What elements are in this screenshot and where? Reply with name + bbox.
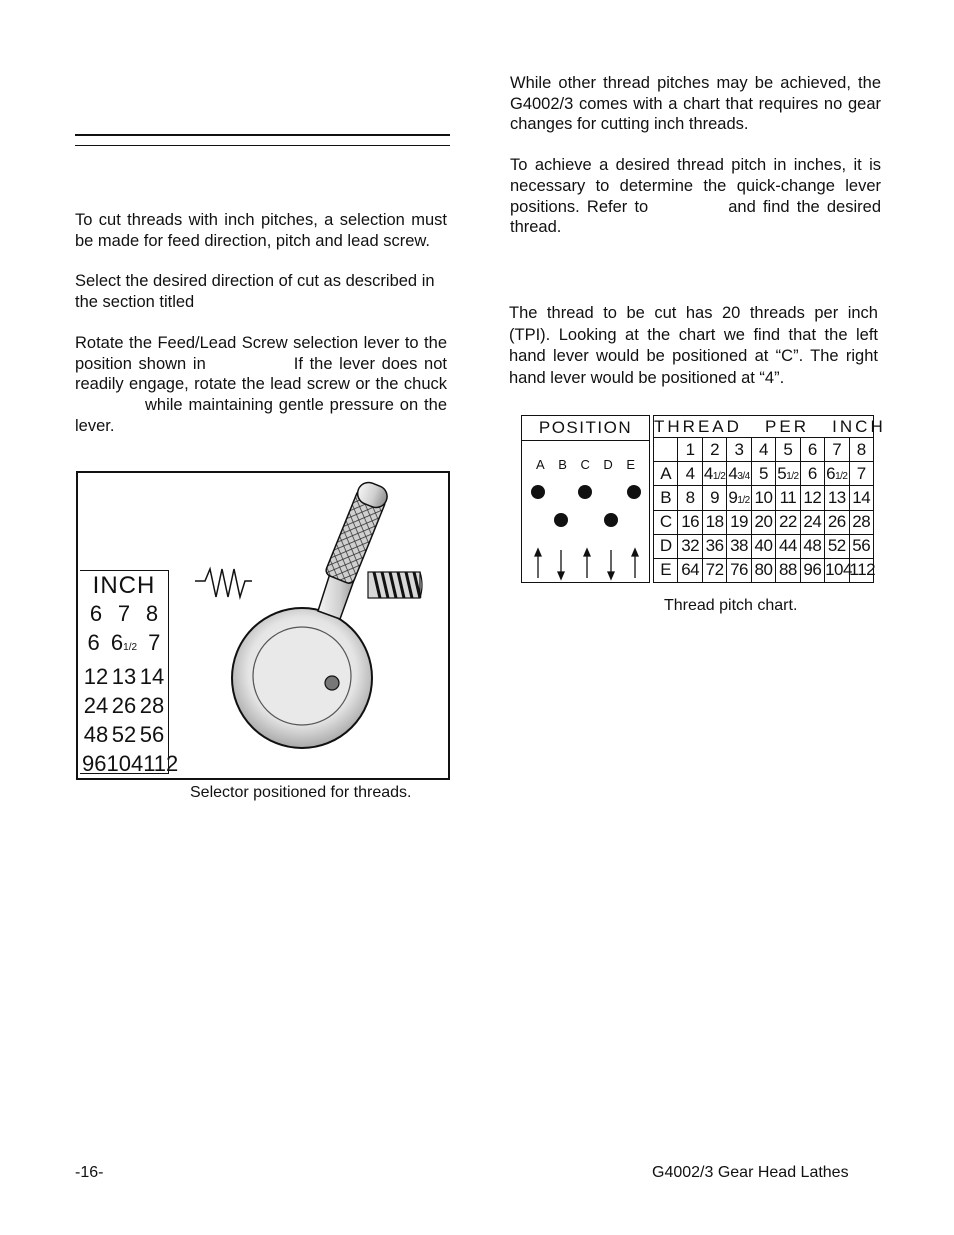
tpi-row-label: D [654, 534, 678, 558]
tpi-cell: 10 [751, 486, 775, 510]
position-letters [522, 457, 649, 472]
inch-plate-value: 56 [139, 722, 165, 747]
tpi-row-label: B [654, 486, 678, 510]
tpi-row [654, 558, 874, 582]
tpi-title: THREAD PER INCH [654, 416, 874, 438]
tpi-corner-cell [654, 438, 678, 462]
footer-title: G4002/3 Gear Head Lathes [652, 1164, 849, 1181]
tpi-cell: 48 [800, 534, 824, 558]
tpi-cell: 44 [776, 534, 800, 558]
tpi-cell: 52 [825, 534, 849, 558]
tpi-cell: 72 [702, 558, 726, 582]
lever-handle [324, 479, 390, 585]
inch-plate-value: 104 [106, 751, 144, 776]
tpi-cell: 41/2 [702, 462, 726, 486]
paragraph-lever-positions: To achieve a desired thread pitch in inches, it is necessary to determine the quick-change lever positions. Refer to and find the desired thread. [510, 156, 881, 237]
tpi-cell: 5 [751, 462, 775, 486]
inch-plate-value: 13 [111, 664, 137, 689]
paragraph-inch-pitches: To cut threads with inch pitches, a selection must be made for feed direction, pitch and lead screw. [75, 211, 447, 250]
inch-plate-value: 24 [83, 693, 109, 718]
figure-caption-chart: Thread pitch chart. [664, 597, 798, 614]
tpi-column-header: 5 [776, 438, 800, 462]
position-panel [521, 415, 650, 583]
position-letter: A [536, 457, 545, 472]
inch-plate-value: 61/2 [110, 630, 138, 655]
tpi-cell: 40 [751, 534, 775, 558]
tpi-cell: 4 [678, 462, 702, 486]
inch-plate-value: 6 [87, 630, 100, 655]
tpi-cell: 8 [678, 486, 702, 510]
inch-plate-value: 26 [111, 693, 137, 718]
tpi-row [654, 534, 874, 558]
tpi-cell: 91/2 [727, 486, 751, 510]
tpi-row-label: E [654, 558, 678, 582]
position-arrows [522, 546, 649, 582]
position-dot-e [627, 485, 641, 499]
tpi-cell: 64 [678, 558, 702, 582]
paragraph-example: The thread to be cut has 20 threads per inch (TPI). Looking at the chart we find that the left hand lever would be positioned at “C”. The right hand lever would be positioned at “4”. [509, 304, 878, 387]
tpi-cell: 28 [849, 510, 874, 534]
tpi-column-header: 7 [825, 438, 849, 462]
spring-symbol [195, 569, 252, 597]
tpi-cell: 24 [800, 510, 824, 534]
tpi-cell: 51/2 [776, 462, 800, 486]
tpi-row-label: C [654, 510, 678, 534]
tpi-cell: 76 [727, 558, 751, 582]
inch-plate-value: 6 [89, 601, 103, 626]
tpi-cell: 7 [849, 462, 874, 486]
position-letter: B [558, 457, 567, 472]
tpi-cell: 22 [776, 510, 800, 534]
paragraph-thread-chart-intro: While other thread pitches may be achieved, the G4002/3 comes with a chart that requires no gear changes for cutting inch threads. [510, 74, 881, 134]
inch-plate-value: 12 [83, 664, 109, 689]
position-letter: E [626, 457, 635, 472]
inch-plate-value: 28 [139, 693, 165, 718]
tpi-cell: 18 [702, 510, 726, 534]
thread-per-inch-table [653, 415, 886, 583]
tpi-cell: 6 [800, 462, 824, 486]
inch-plate-value: 14 [139, 664, 165, 689]
inch-plate-value: 112 [143, 751, 179, 776]
section-rule-bottom [75, 145, 450, 146]
tpi-cell: 96 [800, 558, 824, 582]
tpi-column-header: 2 [702, 438, 726, 462]
tpi-cell: 43/4 [727, 462, 751, 486]
tpi-column-header: 1 [678, 438, 702, 462]
selector-figure [76, 471, 450, 780]
tpi-cell: 112 [849, 558, 874, 582]
inch-plate-value: 7 [117, 601, 131, 626]
right-column-text [510, 73, 881, 258]
tpi-cell: 20 [751, 510, 775, 534]
page-number: -16- [75, 1164, 104, 1181]
inch-plate-value: 7 [148, 630, 161, 655]
inch-plate-value: 96 [82, 751, 107, 776]
tpi-row [654, 462, 874, 486]
position-dot-a [531, 485, 545, 499]
position-letter: D [603, 457, 613, 472]
inch-plate-value: 52 [111, 722, 137, 747]
tpi-cell: 36 [702, 534, 726, 558]
tpi-cell: 80 [751, 558, 775, 582]
tpi-cell: 16 [678, 510, 702, 534]
paragraph-direction: Select the desired direction of cut as described in the section titled [75, 272, 435, 312]
position-dot-d [604, 513, 618, 527]
tpi-cell: 38 [727, 534, 751, 558]
section-rule-top [75, 134, 450, 136]
inch-plate-title: INCH [92, 572, 156, 599]
figure-caption-selector: Selector positioned for threads. [190, 784, 412, 801]
tpi-cell: 104 [825, 558, 849, 582]
lever-drawing [78, 473, 448, 778]
tpi-column-header: 6 [800, 438, 824, 462]
tpi-cell: 88 [776, 558, 800, 582]
tpi-cell: 9 [702, 486, 726, 510]
position-dot-c [578, 485, 592, 499]
tpi-row [654, 486, 874, 510]
position-title: POSITION [522, 416, 649, 441]
paragraph-selection-lever: Rotate the Feed/Lead Screw selection lever to the position shown in If the lever does not readily engage, rotate the lead screw or the chuckwhile maintaining gentle pressure on the lever. [75, 333, 447, 435]
tpi-row [654, 510, 874, 534]
tpi-cell: 56 [849, 534, 874, 558]
tpi-cell: 32 [678, 534, 702, 558]
position-letter: C [580, 457, 590, 472]
tpi-cell: 26 [825, 510, 849, 534]
tpi-cell: 12 [800, 486, 824, 510]
dial-pin [325, 676, 339, 690]
position-dot-b [554, 513, 568, 527]
left-column-text [75, 210, 447, 456]
tpi-cell: 61/2 [825, 462, 849, 486]
tpi-cell: 11 [776, 486, 800, 510]
tpi-cell: 14 [849, 486, 874, 510]
tpi-column-header: 4 [751, 438, 775, 462]
lead-screw-icon [368, 572, 422, 598]
tpi-column-header: 3 [727, 438, 751, 462]
tpi-cell: 13 [825, 486, 849, 510]
tpi-cell: 19 [727, 510, 751, 534]
tpi-column-header: 8 [849, 438, 874, 462]
tpi-row-label: A [654, 462, 678, 486]
inch-plate-value: 8 [145, 601, 159, 626]
inch-plate-value: 48 [83, 722, 109, 747]
